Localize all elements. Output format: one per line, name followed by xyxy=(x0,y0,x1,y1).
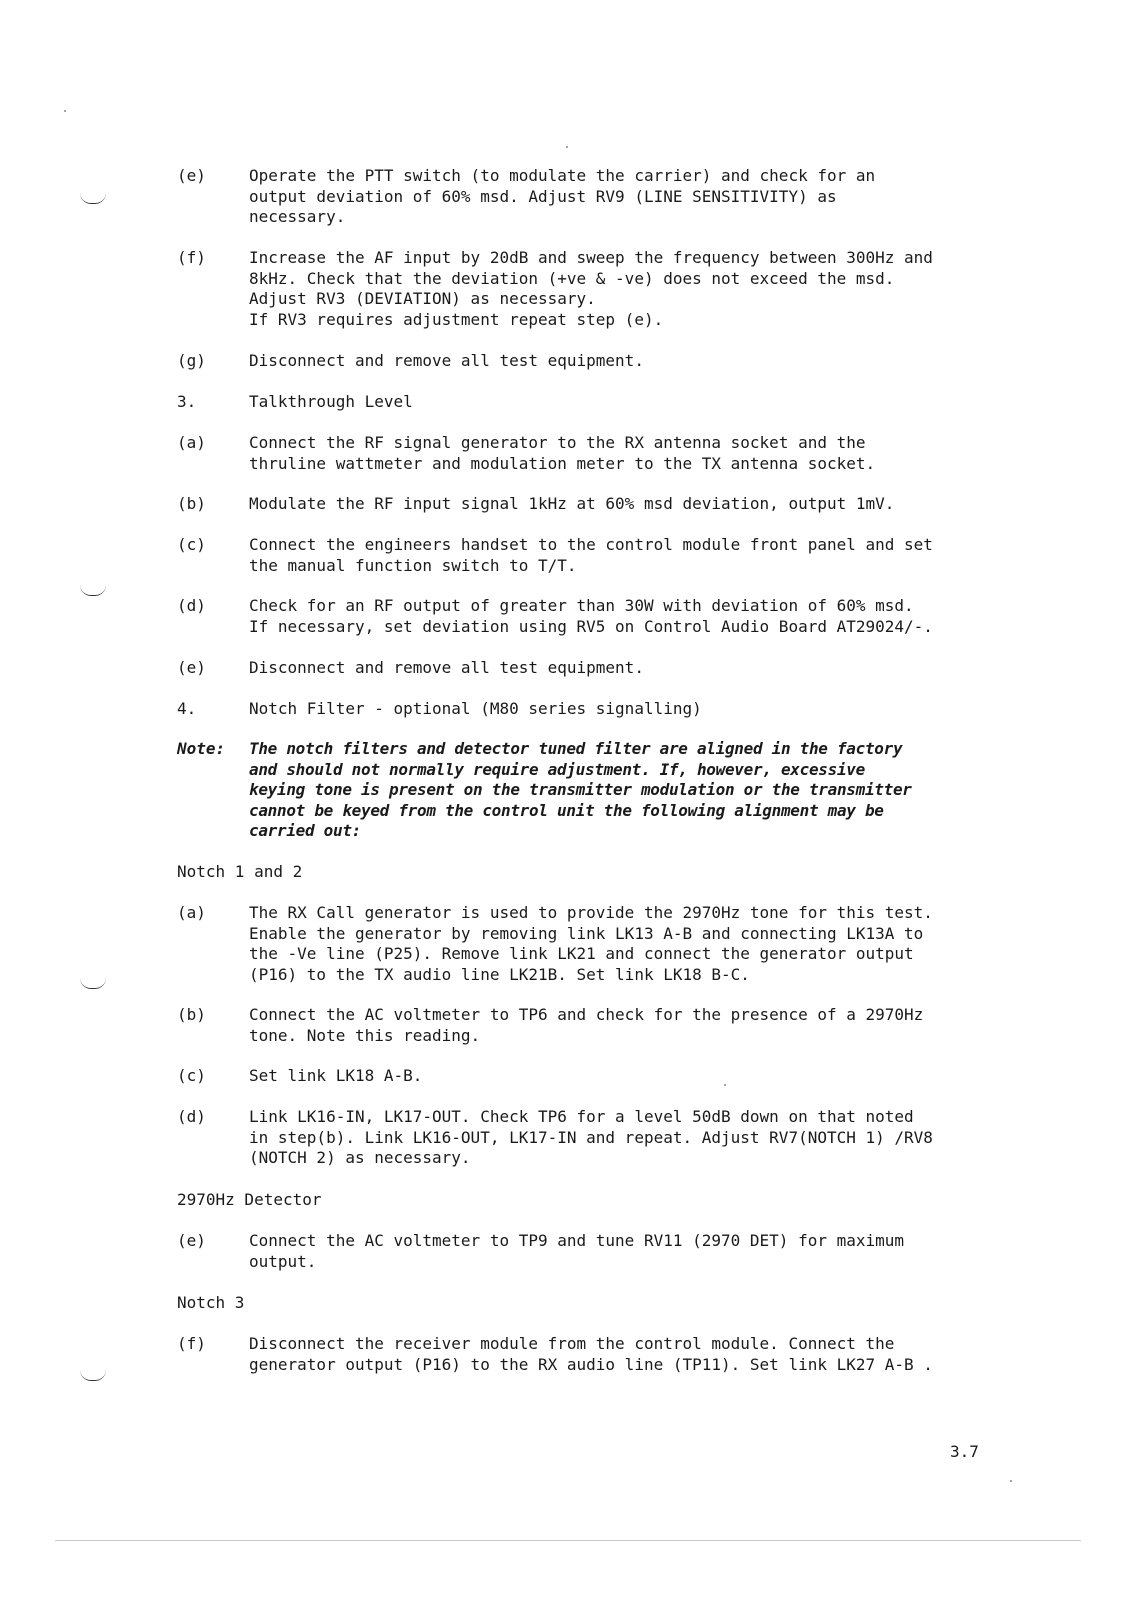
step-text: Operate the PTT switch (to modulate the carrier) and check for an output deviation of 60% msd. Adjust RV9 (LINE SENSITIVITY) as necessary. xyxy=(249,166,876,226)
step-f-increase-af xyxy=(177,248,1007,330)
step-a-rx-call xyxy=(177,903,1007,985)
step-text: Check for an RF output of greater than 30W with deviation of 60% msd. If necessary, set deviation using RV5 on Control Audio Board AT29024/-. xyxy=(249,596,933,636)
step-a-connect-rf xyxy=(177,433,1007,474)
step-text: Disconnect and remove all test equipment. xyxy=(249,351,644,370)
note-label: Note: xyxy=(177,739,226,758)
binder-mark xyxy=(80,1370,106,1381)
section-number: 3. xyxy=(177,392,197,411)
step-text: Connect the engineers handset to the control module front panel and set the manual function switch to T/T. xyxy=(249,535,933,575)
detector-heading: 2970Hz Detector xyxy=(177,1190,322,1209)
step-text: Disconnect and remove all test equipment. xyxy=(249,658,644,677)
step-label: (a) xyxy=(177,903,206,922)
step-label: (e) xyxy=(177,166,206,185)
step-label: (f) xyxy=(177,1334,206,1353)
binder-mark xyxy=(80,978,106,989)
step-text: Connect the AC voltmeter to TP9 and tune RV11 (2970 DET) for maximum output. xyxy=(249,1231,905,1271)
step-text: Modulate the RF input signal 1kHz at 60% msd deviation, output 1mV. xyxy=(249,494,895,513)
step-text: Increase the AF input by 20dB and sweep the frequency between 300Hz and 8kHz. Check that the deviation (+ve & -ve) does not exceed the msd. Adjust RV3 (DEVIATION) as necessary. If RV3 requires adjustment repeat step (e). xyxy=(249,248,933,329)
notch-1-2-heading: Notch 1 and 2 xyxy=(177,862,303,881)
scan-speck xyxy=(566,146,568,148)
page-bottom-rule xyxy=(55,1540,1081,1541)
step-text: Set link LK18 A-B. xyxy=(249,1066,423,1085)
section-3-heading xyxy=(177,392,1007,413)
step-label: (d) xyxy=(177,596,206,615)
step-label: (e) xyxy=(177,658,206,677)
page-number: 3.7 xyxy=(950,1442,979,1461)
notch-3-heading: Notch 3 xyxy=(177,1293,245,1312)
section-4-heading xyxy=(177,699,1007,720)
binder-mark xyxy=(80,193,106,204)
section-title: Talkthrough Level xyxy=(249,392,413,411)
step-label: (b) xyxy=(177,494,206,513)
step-text: Link LK16-IN, LK17-OUT. Check TP6 for a level 50dB down on that noted in step(b). Link LK16-OUT, LK17-IN and repeat. Adjust RV7(NOTCH 1) /RV8 (NOTCH 2) as necessary. xyxy=(249,1107,933,1167)
step-b-modulate xyxy=(177,494,1007,515)
step-text: Connect the AC voltmeter to TP6 and check for the presence of a 2970Hz tone. Note this reading. xyxy=(249,1005,924,1045)
step-label: (c) xyxy=(177,1066,206,1085)
section-number: 4. xyxy=(177,699,197,718)
step-c-handset xyxy=(177,535,1007,576)
note-text: The notch filters and detector tuned filter are aligned in the factory and should not normally require adjustment. If, however, excessive keying tone is present on the transmitter modulation or the transmitter cannot be keyed from the control unit the following alignment may be carried out: xyxy=(249,739,912,840)
scan-speck xyxy=(64,110,66,112)
section-title: Notch Filter - optional (M80 series signalling) xyxy=(249,699,702,718)
step-label: (g) xyxy=(177,351,206,370)
step-e-disconnect xyxy=(177,658,1007,679)
step-f-disconnect-receiver xyxy=(177,1334,1007,1375)
step-label: (b) xyxy=(177,1005,206,1024)
step-e-voltmeter-tp9 xyxy=(177,1231,1007,1272)
note-block xyxy=(177,739,1007,842)
step-c-set-link xyxy=(177,1066,1007,1087)
step-label: (c) xyxy=(177,535,206,554)
step-e-operate-ptt xyxy=(177,166,1007,228)
step-text: Connect the RF signal generator to the RX antenna socket and the thruline wattmeter and modulation meter to the TX antenna socket. xyxy=(249,433,876,473)
step-label: (d) xyxy=(177,1107,206,1126)
step-b-voltmeter-tp6 xyxy=(177,1005,1007,1046)
step-d-check-rf xyxy=(177,596,1007,637)
step-text: The RX Call generator is used to provide the 2970Hz tone for this test. Enable the generator by removing link LK13 A-B and connecting LK13A to the -Ve line (P25). Remove link LK21 and connect the generator output (P16) to the TX audio line LK21B. Set link LK18 B-C. xyxy=(249,903,933,984)
step-label: (a) xyxy=(177,433,206,452)
step-d-link-lk16 xyxy=(177,1107,1007,1169)
step-text: Disconnect the receiver module from the control module. Connect the generator output (P16) to the RX audio line (TP11). Set link LK27 A-B . xyxy=(249,1334,933,1374)
binder-mark xyxy=(80,585,106,596)
step-g-disconnect xyxy=(177,351,1007,372)
scan-speck xyxy=(1010,1480,1012,1482)
step-label: (e) xyxy=(177,1231,206,1250)
step-label: (f) xyxy=(177,248,206,267)
